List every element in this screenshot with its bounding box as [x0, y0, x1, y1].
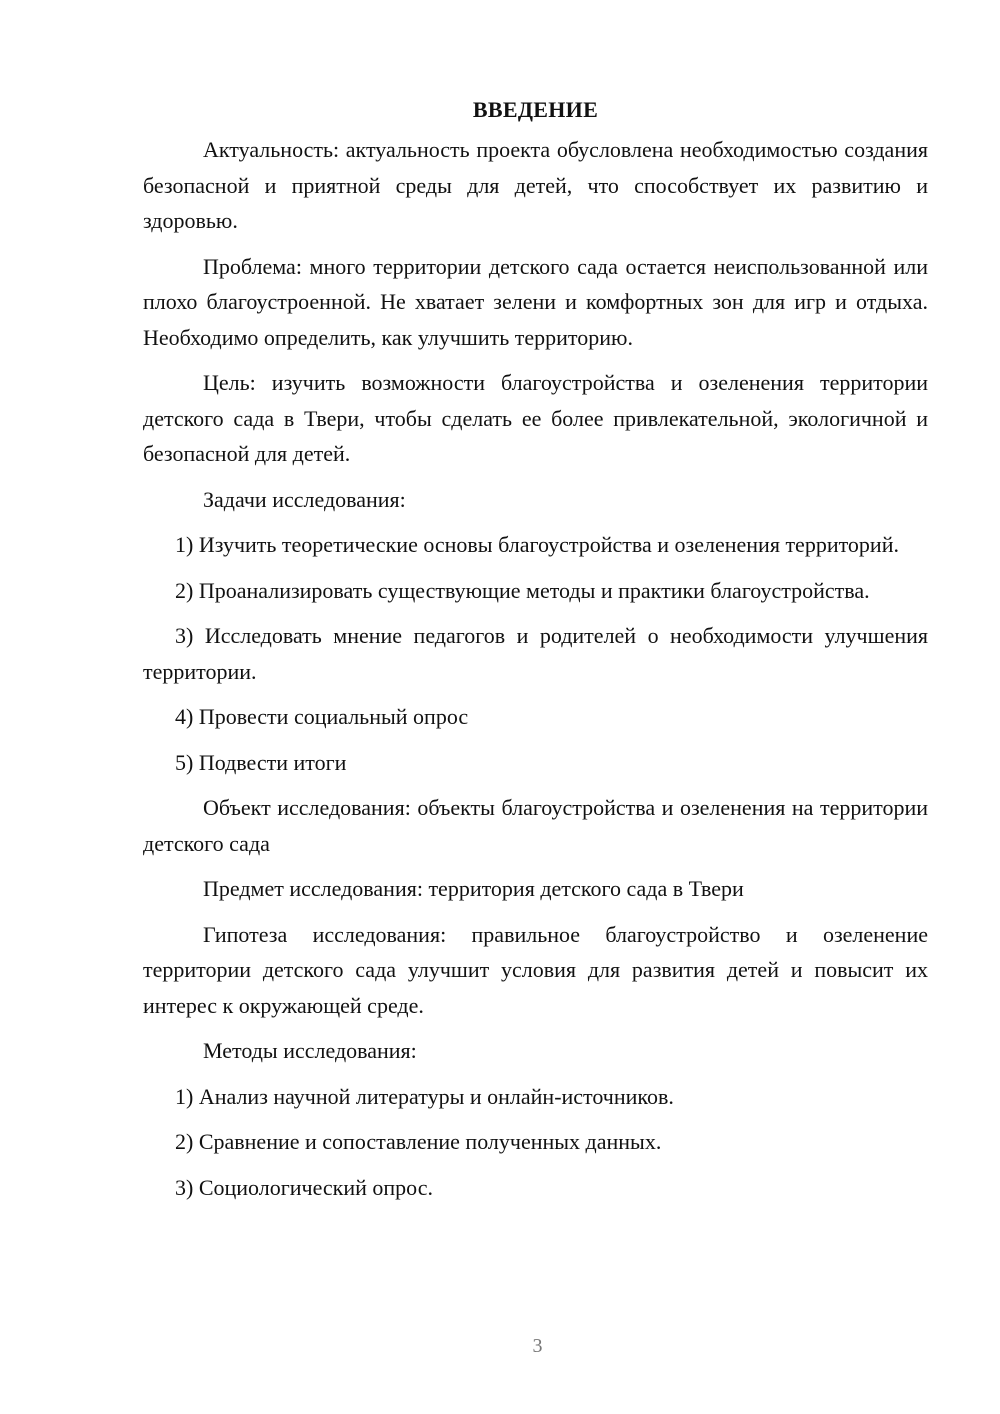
- section-title: ВВЕДЕНИЕ: [472, 97, 599, 122]
- method-item-1: 1) Анализ научной литературы и онлайн-источников.: [175, 1083, 674, 1109]
- task-item-1: 1) Изучить теоретические основы благоустройства и озеленения территорий.: [175, 532, 899, 557]
- method-item-2: 2) Сравнение и сопоставление полученных данных.: [175, 1129, 662, 1154]
- paragraph-object: Объект исследования: объекты благоустройства и озеленения на территории детского сада: [143, 795, 928, 856]
- task-item-2: 2) Проанализировать существующие методы и практики благоустройства.: [175, 577, 870, 603]
- method-item-3: 3) Социологический опрос.: [175, 1174, 433, 1200]
- paragraph-relevance: Актуальность: актуальность проекта обусловлена необходимостью создания безопасной и приятной среды для детей, что способствует их развитию и здоровью.: [143, 137, 928, 233]
- task-item-3: 3) Исследовать мнение педагогов и родителей о необходимости улучшения территории.: [143, 623, 928, 684]
- page-number: 3: [532, 1335, 543, 1357]
- paragraph-tasks-heading: Задачи исследования:: [203, 486, 406, 512]
- paragraph-subject: Предмет исследования: территория детского сада в Твери: [203, 876, 744, 901]
- page-content: [143, 92, 928, 1215]
- paragraph-methods-heading: Методы исследования:: [203, 1038, 417, 1063]
- paragraph-hypothesis: Гипотеза исследования: правильное благоустройство и озеленение территории детского сада улучшит условия для развития детей и повысит их интерес к окружающей среде.: [143, 921, 928, 1018]
- paragraph-problem: Проблема: много территории детского сада остается неиспользованной или плохо благоустроенной. Не хватает зелени и комфортных зон для игр и отдыха. Необходимо определить, как улучшить территорию.: [143, 253, 928, 350]
- paragraph-goal: Цель: изучить возможности благоустройства и озеленения территории детского сада в Твери, чтобы сделать ее более привлекательной, экологичной и безопасной для детей.: [143, 370, 928, 466]
- task-item-4: 4) Провести социальный опрос: [175, 704, 469, 729]
- task-item-5: 5) Подвести итоги: [175, 749, 347, 775]
